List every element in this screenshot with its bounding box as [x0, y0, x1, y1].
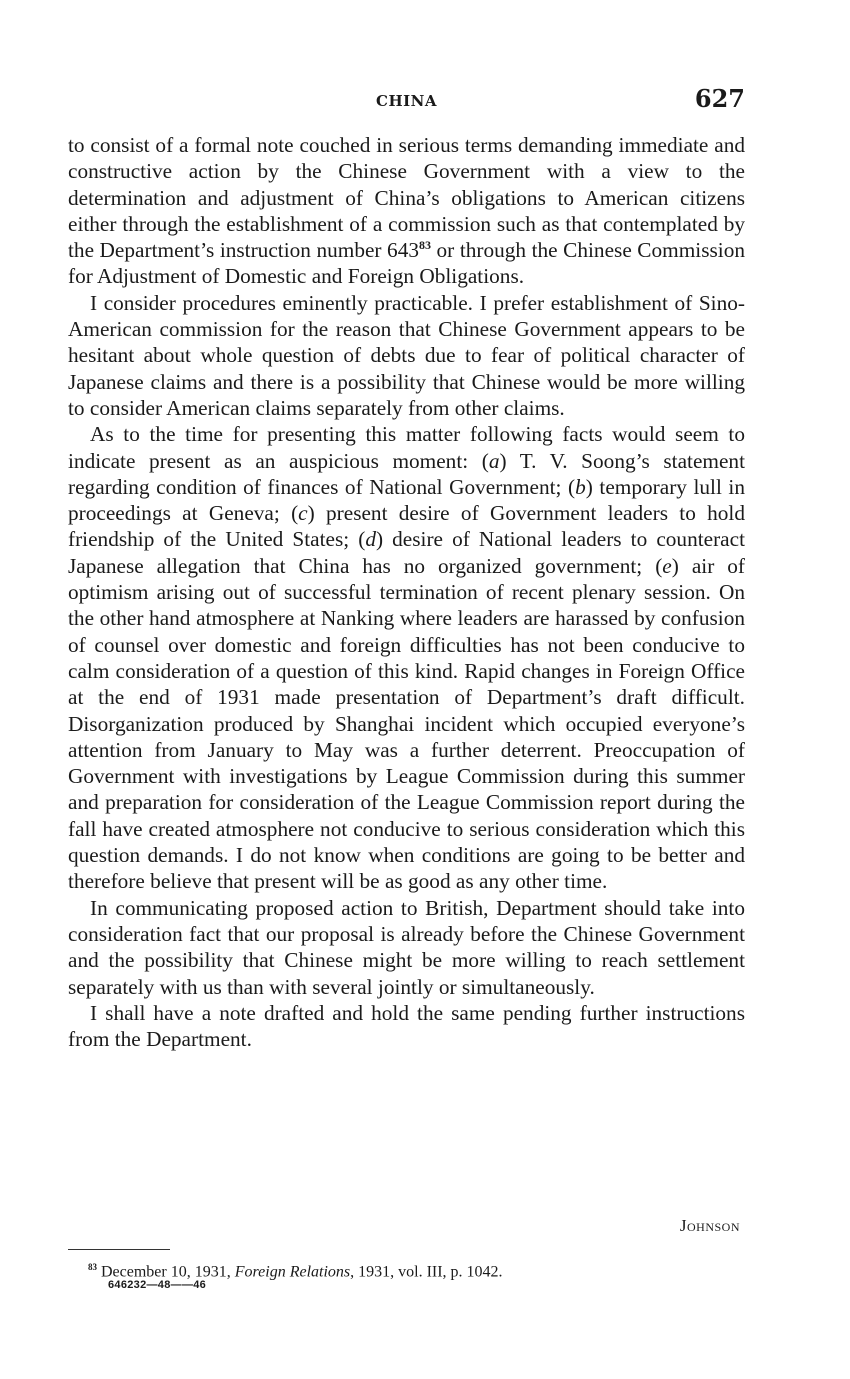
- running-head: CHINA: [376, 92, 437, 110]
- paragraph: [68, 421, 745, 894]
- paragraph: [68, 132, 745, 290]
- page-number: 627: [694, 84, 745, 113]
- page-header: [68, 84, 745, 118]
- footnote-text-before: December 10, 1931,: [97, 1263, 235, 1281]
- footnote-reference: 83: [419, 238, 431, 253]
- paragraph-text: ) temporary lull in proceedings at Geneva; (: [68, 474, 746, 526]
- paragraph-text: I consider procedures eminently practicable. I prefer establishment of Sino-American commission for the reason that Chinese Government appears to be hesitant about whole question of debts due to fear of political character of Japanese claims and there is a possibility that Chinese would be more willing to consider American claims separately from other claims.: [68, 290, 745, 420]
- body-text: [68, 132, 745, 1052]
- paragraph-text: As to the time for presenting this matter following facts would seem to indicate present as an auspicious moment: (: [68, 422, 745, 473]
- paragraph: [68, 895, 745, 1000]
- paragraph-text: ) air of optimism arising out of successful termination of recent plenary session. On the other hand atmosphere at Nanking where leaders are harassed by confusion of counsel over domestic and foreign difficulties has not been conducive to calm consideration of a question of this kind. Rapid changes in Foreign Office at the end of 1931 made presentation of Department’s draft difficult. Disorganization produced by Shanghai incident which occupied everyone’s attention from January to May was a further deterrent. Preoccupation of Government with investigations by League Commission during this summer and preparation for consideration of the League Commission report during the fall have created atmosphere not conducive to serious consideration which this question demands. I do not know when conditions are going to be better and therefore believe that present will be as good as any other time.: [68, 553, 746, 894]
- footnote-rule: [68, 1249, 170, 1250]
- paragraph-text: ) present desire of Government leaders to hold friendship of the United States; (: [68, 501, 745, 552]
- list-letter: e: [662, 553, 672, 578]
- paragraph: [68, 1000, 745, 1053]
- print-code: 646232—48——46: [108, 1279, 207, 1291]
- list-letter: b: [575, 474, 586, 499]
- signature: Johnson: [679, 1216, 740, 1235]
- paragraph-text: ) desire of National leaders to counteract Japanese allegation that China has no organized government; (: [68, 527, 745, 578]
- paragraph: [68, 290, 745, 421]
- footnote-title: Foreign Relations: [234, 1263, 351, 1281]
- list-letter: c: [298, 501, 308, 526]
- paragraph-text: to consist of a formal note couched in serious terms demanding immediate and constructive action by the Chinese Government with a view to the determination and adjustment of China’s obligations to American citizens either through the establishment of a commission such as that contemplated by the Department’s instruction number 643: [68, 133, 745, 263]
- list-letter: a: [488, 448, 500, 473]
- paragraph-text: ) T. V. Soong’s statement regarding condition of finances of National Government; (: [68, 448, 745, 499]
- footnote-marker: 83: [88, 1262, 97, 1272]
- list-letter: d: [365, 527, 376, 552]
- paragraph-text: or through the Chinese Commission for Adjustment of Domestic and Foreign Obligations.: [68, 238, 746, 289]
- paragraph-text: In communicating proposed action to British, Department should take into consideration fact that our proposal is already before the Chinese Government and the possibility that Chinese might be more willing to reach settlement separately with us than with several jointly or simultaneously.: [68, 895, 745, 999]
- paragraph-text: I shall have a note drafted and hold the same pending further instructions from the Department.: [68, 1000, 745, 1052]
- footnote-text-after: , 1931, vol. III, p. 1042.: [350, 1263, 503, 1281]
